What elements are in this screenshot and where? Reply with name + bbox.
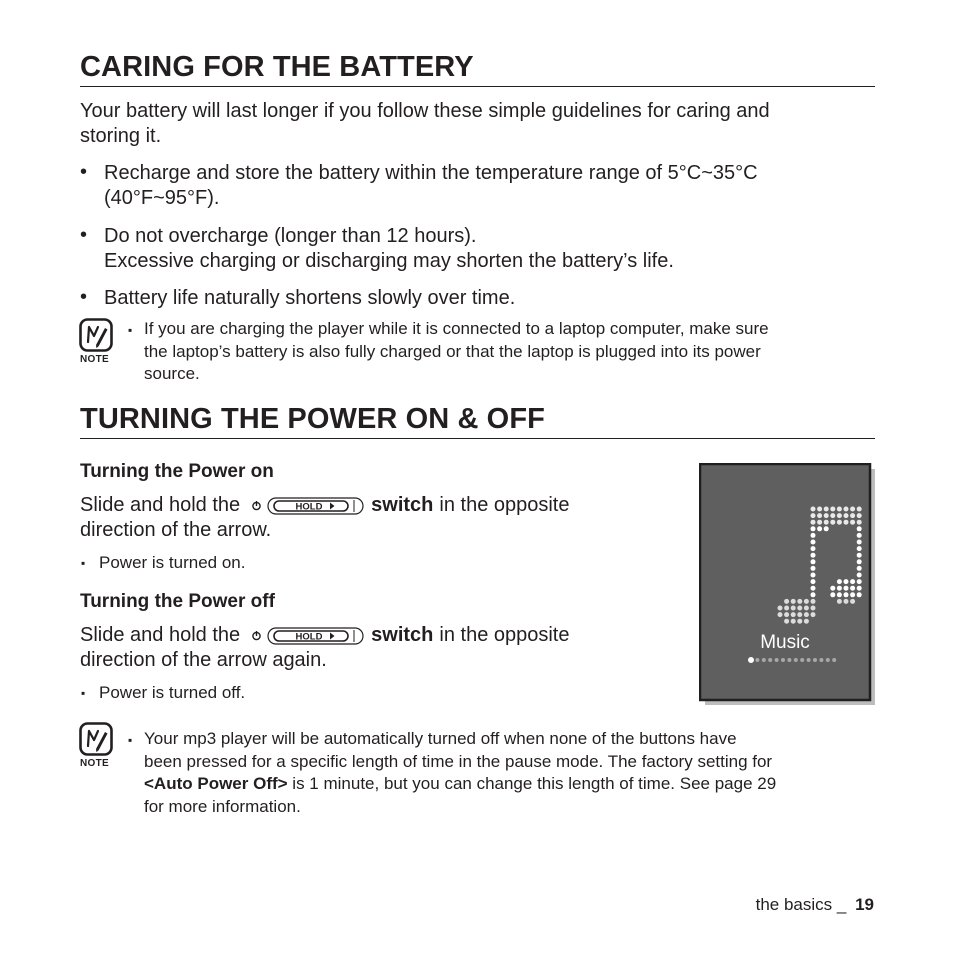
instruction-text: Slide and hold the: [80, 624, 241, 646]
note-line: been pressed for a specific length of time in the pause mode. The factory setting for: [144, 751, 773, 771]
note-icon: [79, 318, 113, 357]
page-dot: [775, 658, 779, 662]
note-dot: [778, 606, 783, 611]
switch-word: switch: [371, 624, 434, 646]
note-dot: [850, 599, 855, 604]
note-dot: [857, 513, 862, 518]
note-dot: [850, 592, 855, 597]
note-line: If you are charging the player while it is connected to a laptop computer, make sure: [144, 319, 769, 338]
list-item: [104, 286, 515, 311]
note-dot: [830, 586, 835, 591]
list-item: [104, 224, 674, 274]
note-dot: [837, 586, 842, 591]
footer-section-label: the basics _: [755, 895, 847, 914]
note-dot: [857, 559, 862, 564]
page-dot: [755, 658, 759, 662]
page-dot: [800, 658, 804, 662]
setting-name: <Auto Power Off>: [144, 774, 288, 793]
note-dot: [811, 520, 816, 525]
note-dot: [811, 612, 816, 617]
note-dot: [811, 533, 816, 538]
note-dot: [844, 513, 849, 518]
note-dot: [811, 540, 816, 545]
note-dot: [811, 586, 816, 591]
note-dot: [857, 520, 862, 525]
note-dot: [811, 566, 816, 571]
page-dot: [826, 658, 830, 662]
note-dot: [857, 546, 862, 551]
note-dot: [811, 559, 816, 564]
note-dot: [857, 540, 862, 545]
note-label: NOTE: [80, 758, 109, 769]
note-line: for more information.: [144, 796, 301, 816]
instruction-text: in the opposite: [439, 494, 570, 516]
power-hold-switch-icon: [252, 626, 364, 646]
note-dot: [850, 579, 855, 584]
note-dot: [817, 520, 822, 525]
section-title-battery: CARING FOR THE BATTERY: [80, 51, 474, 83]
note-line-rest: is 1 minute, but you can change this length of time. See page 29: [287, 774, 777, 793]
instruction-power-on: [80, 493, 570, 543]
note-dot: [811, 599, 816, 604]
note-dot: [857, 553, 862, 558]
note-line: [144, 773, 776, 796]
title-divider: [80, 86, 875, 87]
note-dot: [804, 599, 809, 604]
note-dot: [857, 526, 862, 531]
note-dot: [791, 599, 796, 604]
note-dot: [778, 612, 783, 617]
note-icon: [79, 722, 113, 761]
note-dot: [811, 513, 816, 518]
note-dot: [830, 592, 835, 597]
note-bullet: ▪: [128, 323, 133, 337]
page-dot: [781, 658, 785, 662]
note-dot: [817, 526, 822, 531]
instruction-text: Slide and hold the: [80, 494, 241, 516]
note-dot: [830, 513, 835, 518]
note-dot: [784, 619, 789, 624]
note-dot: [791, 619, 796, 624]
note-dot: [824, 520, 829, 525]
note-dot: [811, 592, 816, 597]
note-dot: [811, 606, 816, 611]
note-dot: [784, 612, 789, 617]
note-dot: [837, 507, 842, 512]
result-power-on: Power is turned on.: [99, 553, 246, 572]
note-line: Your mp3 player will be automatically turned off when none of the buttons have: [144, 729, 737, 748]
list-item-line: Recharge and store the battery within the temperature range of 5°C~35°C: [104, 162, 758, 184]
note-dot: [797, 599, 802, 604]
note-dot: [850, 513, 855, 518]
note-dot: [850, 520, 855, 525]
note-dot: [804, 612, 809, 617]
note-dot: [837, 579, 842, 584]
note-dot: [797, 612, 802, 617]
note-dot: [797, 619, 802, 624]
screen-label-music: Music: [760, 632, 810, 653]
note-dot: [844, 599, 849, 604]
bullet-marker: •: [80, 224, 88, 246]
note-dot: [857, 579, 862, 584]
list-item: [104, 161, 758, 211]
note-dot: [850, 507, 855, 512]
bullet-marker: •: [80, 161, 88, 183]
page-dot: [819, 658, 823, 662]
bullet-marker: •: [80, 286, 88, 308]
note-text: [144, 728, 776, 818]
list-item-line: (40°F~95°F).: [104, 187, 220, 209]
list-item-line: Do not overcharge (longer than 12 hours).: [104, 225, 477, 247]
result-bullet: ▪: [81, 686, 86, 700]
note-dot: [830, 507, 835, 512]
page-footer: [756, 895, 874, 915]
note-dot: [857, 566, 862, 571]
page-dot: [832, 658, 836, 662]
note-dot: [837, 520, 842, 525]
result-power-off: Power is turned off.: [99, 683, 246, 702]
note-dot: [844, 507, 849, 512]
page-number: 19: [855, 895, 874, 914]
note-dot: [784, 599, 789, 604]
note-bullet: ▪: [128, 733, 133, 747]
note-dot: [844, 592, 849, 597]
note-dot: [837, 513, 842, 518]
instruction-text: in the opposite: [439, 624, 570, 646]
note-dot: [811, 546, 816, 551]
device-screen: [699, 463, 875, 705]
subheading-power-on: Turning the Power on: [80, 461, 274, 482]
note-dot: [857, 586, 862, 591]
note-dot: [844, 520, 849, 525]
note-dot: [791, 606, 796, 611]
instruction-line: direction of the arrow.: [80, 519, 272, 541]
note-dot: [804, 606, 809, 611]
page-dot: [813, 658, 817, 662]
page-dot: [794, 658, 798, 662]
note-dot: [830, 520, 835, 525]
note-dot: [857, 573, 862, 578]
note-line: the laptop’s battery is also fully charged or that the laptop is plugged into its power: [144, 341, 761, 361]
note-dot: [791, 612, 796, 617]
note-dot: [850, 586, 855, 591]
subheading-power-off: Turning the Power off: [80, 591, 275, 612]
note-dot: [811, 579, 816, 584]
list-item-line: Excessive charging or discharging may shorten the battery’s life.: [104, 250, 674, 272]
page-dot: [807, 658, 811, 662]
page-dot: [748, 657, 754, 663]
note-dot: [857, 533, 862, 538]
pencil-note-icon: [79, 318, 113, 352]
note-dot: [837, 599, 842, 604]
switch-word: switch: [371, 494, 434, 516]
note-dot: [811, 507, 816, 512]
intro-line: storing it.: [80, 125, 162, 147]
note-dot: [824, 507, 829, 512]
instruction-power-off: [80, 623, 570, 673]
note-dot: [824, 526, 829, 531]
note-dot: [837, 592, 842, 597]
note-dot: [811, 553, 816, 558]
page-dot: [762, 658, 766, 662]
note-dot: [817, 507, 822, 512]
pencil-note-icon: [79, 722, 113, 756]
note-dot: [784, 606, 789, 611]
music-screen-illustration: [699, 463, 875, 705]
note-text: [144, 318, 769, 386]
hold-label: HOLD: [295, 631, 323, 642]
note-dot: [797, 606, 802, 611]
instruction-line: direction of the arrow again.: [80, 649, 327, 671]
page-dot: [768, 658, 772, 662]
note-dot: [824, 513, 829, 518]
result-bullet: ▪: [81, 556, 86, 570]
hold-label: HOLD: [295, 501, 323, 512]
note-dot: [811, 526, 816, 531]
note-dot: [844, 579, 849, 584]
note-dot: [844, 586, 849, 591]
power-hold-switch-icon: [252, 496, 364, 516]
title-divider: [80, 438, 875, 439]
note-dot: [804, 619, 809, 624]
note-label: NOTE: [80, 354, 109, 365]
note-dot: [817, 513, 822, 518]
note-dot: [811, 573, 816, 578]
intro-paragraph: [80, 99, 770, 149]
section-title-power: TURNING THE POWER ON & OFF: [80, 403, 545, 435]
note-dot: [857, 507, 862, 512]
note-line: source.: [144, 364, 200, 383]
list-item-line: Battery life naturally shortens slowly over time.: [104, 287, 516, 309]
intro-line: Your battery will last longer if you follow these simple guidelines for caring and: [80, 100, 770, 122]
note-dot: [857, 592, 862, 597]
page-dot: [787, 658, 791, 662]
